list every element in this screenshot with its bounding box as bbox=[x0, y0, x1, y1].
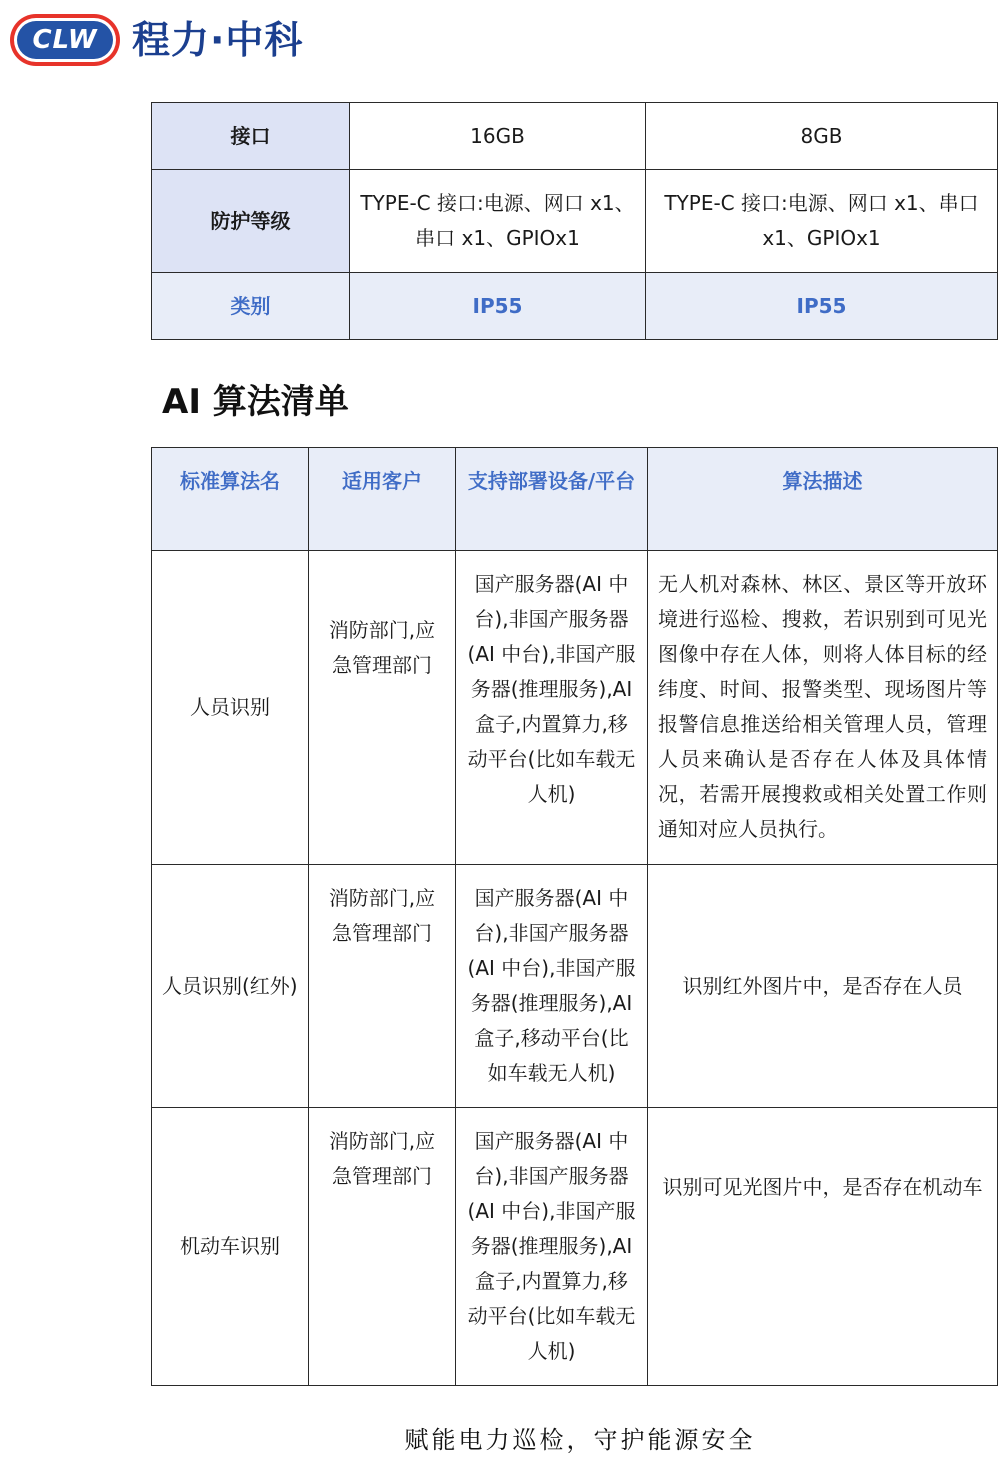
spec-value: TYPE-C 接口:电源、网口 x1、串口 x1、GPIOx1 bbox=[350, 170, 646, 273]
applicable-customer: 消防部门,应急管理部门 bbox=[309, 865, 456, 1108]
logo-badge-text: CLW bbox=[17, 21, 113, 59]
spec-row bbox=[152, 103, 998, 170]
spec-row bbox=[152, 273, 998, 340]
table-row bbox=[152, 1108, 998, 1386]
company-name: 程力·中科 bbox=[132, 18, 304, 62]
spec-value: 8GB bbox=[646, 103, 998, 170]
algorithm-description: 识别红外图片中，是否存在人员 bbox=[648, 865, 998, 1108]
spec-label: 接口 bbox=[152, 103, 350, 170]
table-row bbox=[152, 551, 998, 865]
algorithm-name: 人员识别(红外) bbox=[152, 865, 309, 1108]
algorithm-table bbox=[151, 447, 998, 1386]
spec-label: 类别 bbox=[152, 273, 350, 340]
column-header: 算法描述 bbox=[648, 448, 998, 551]
section-title: AI 算法清单 bbox=[162, 382, 349, 422]
applicable-customer: 消防部门,应急管理部门 bbox=[309, 551, 456, 865]
algorithm-description: 识别可见光图片中，是否存在机动车 bbox=[648, 1108, 998, 1386]
spec-row bbox=[152, 170, 998, 273]
spec-table bbox=[151, 102, 998, 340]
column-header: 支持部署设备/平台 bbox=[456, 448, 648, 551]
applicable-customer: 消防部门,应急管理部门 bbox=[309, 1108, 456, 1386]
supported-devices: 国产服务器(AI 中台),非国产服务器(AI 中台),非国产服务器(推理服务),AI 盒子,移动平台(比如车载无人机) bbox=[456, 865, 648, 1108]
table-row bbox=[152, 865, 998, 1108]
column-header: 标准算法名 bbox=[152, 448, 309, 551]
column-header: 适用客户 bbox=[309, 448, 456, 551]
spec-value: IP55 bbox=[350, 273, 646, 340]
table-header-row bbox=[152, 448, 998, 551]
footer-slogan: 赋能电力巡检，守护能源安全 bbox=[404, 1426, 756, 1454]
page-header bbox=[0, 0, 1000, 80]
spec-value: 16GB bbox=[350, 103, 646, 170]
algorithm-name: 机动车识别 bbox=[152, 1108, 309, 1386]
algorithm-description: 无人机对森林、林区、景区等开放环境进行巡检、搜救，若识别到可见光图像中存在人体，则将人体目标的经纬度、时间、报警类型、现场图片等报警信息推送给相关管理人员，管理人员来确认是否存在人体及具体情况，若需开展搜救或相关处置工作则通知对应人员执行。 bbox=[648, 551, 998, 865]
company-logo-badge bbox=[10, 14, 120, 66]
spec-label: 防护等级 bbox=[152, 170, 350, 273]
spec-value: TYPE-C 接口:电源、网口 x1、串口 x1、GPIOx1 bbox=[646, 170, 998, 273]
supported-devices: 国产服务器(AI 中台),非国产服务器(AI 中台),非国产服务器(推理服务),AI 盒子,内置算力,移动平台(比如车载无人机) bbox=[456, 551, 648, 865]
supported-devices: 国产服务器(AI 中台),非国产服务器(AI 中台),非国产服务器(推理服务),AI 盒子,内置算力,移动平台(比如车载无人机) bbox=[456, 1108, 648, 1386]
algorithm-name: 人员识别 bbox=[152, 551, 309, 865]
spec-value: IP55 bbox=[646, 273, 998, 340]
